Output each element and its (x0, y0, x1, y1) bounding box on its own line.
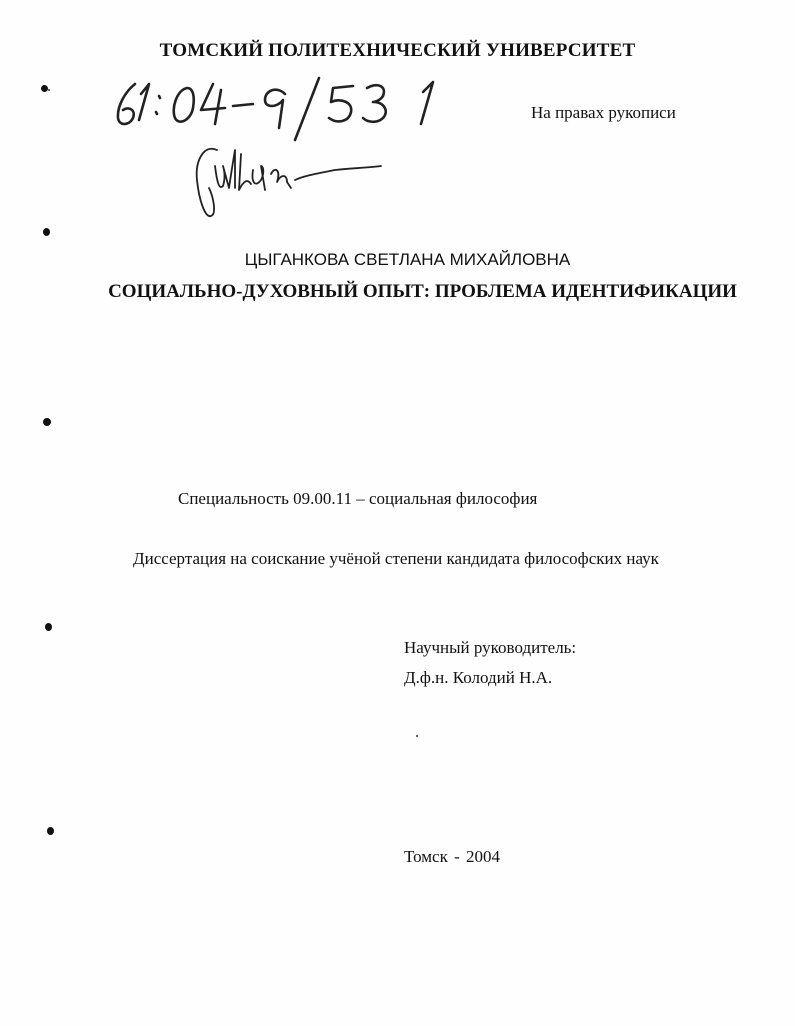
binding-hole-4 (45, 623, 52, 631)
specialty-line: Специальность 09.00.11 – социальная философия (178, 489, 538, 508)
dissertation-title: СОЦИАЛЬНО-ДУХОВНЫЙ ОПЫТ: ПРОБЛЕМА ИДЕНТИФИКАЦИИ (108, 281, 737, 302)
binding-hole-1 (41, 85, 48, 92)
binding-hole-2 (43, 228, 50, 236)
author-name: ЦЫГАНКОВА СВЕТЛАНА МИХАЙЛОВНА (244, 250, 571, 269)
handwritten-call-number-and-signature (105, 70, 450, 230)
degree-line: Диссертация на соискание учёной степени кандидата философских наук (133, 549, 659, 568)
city-year: Томск - 2004 (404, 847, 501, 866)
supervisor-label: Научный руководитель: (404, 638, 577, 657)
university-heading: ТОМСКИЙ ПОЛИТЕХНИЧЕСКИЙ УНИВЕРСИТЕТ (159, 40, 636, 61)
scan-speck (416, 735, 418, 737)
binding-hole-5 (47, 827, 54, 835)
scan-speck (48, 89, 50, 91)
supervisor-name: Д.ф.н. Колодий Н.А. (404, 668, 553, 687)
binding-hole-3 (43, 418, 51, 426)
rights-note: На правах рукописи (531, 103, 676, 122)
